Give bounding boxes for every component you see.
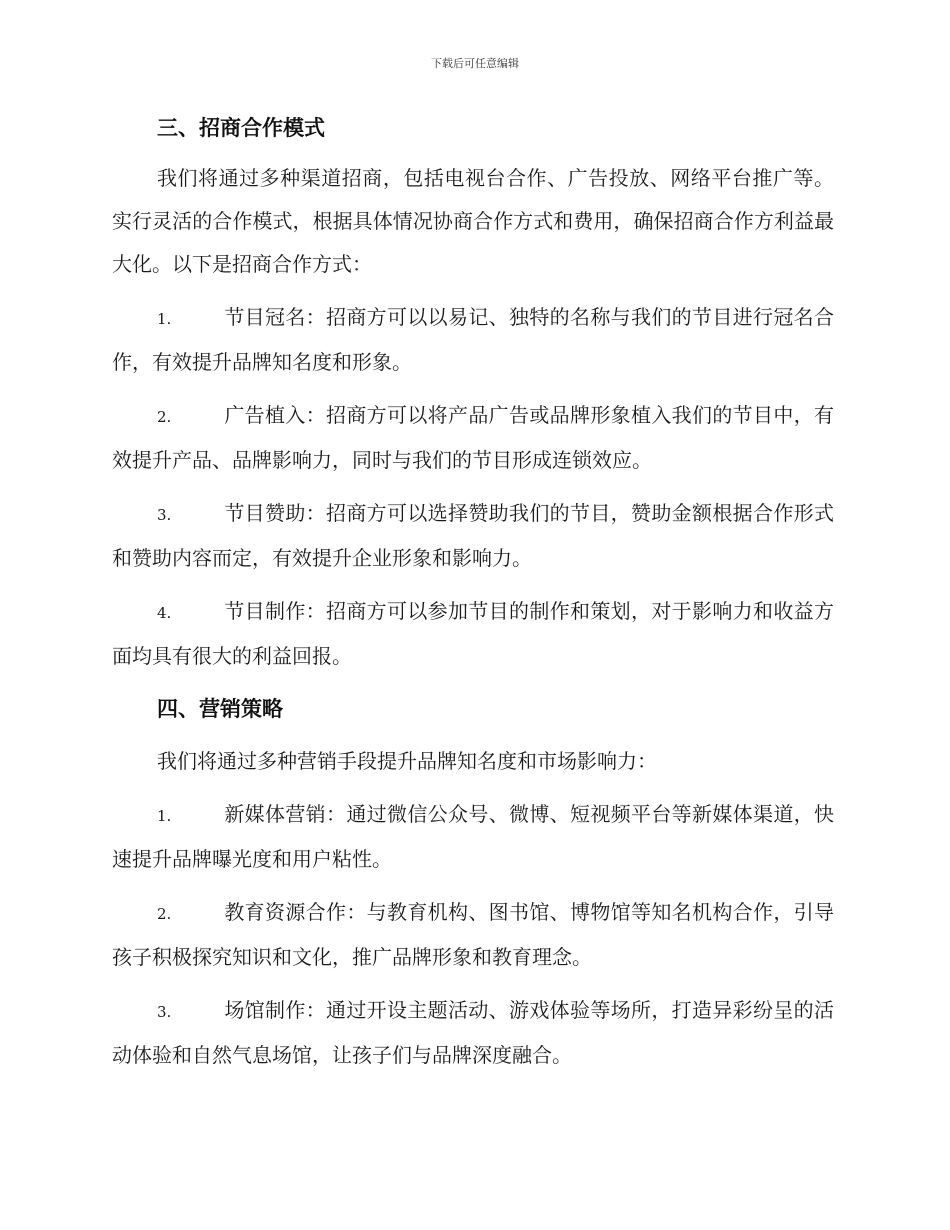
list-item-text: 节目赞助：招商方可以选择赞助我们的节目，赞助金额根据合作形式和赞助内容而定，有效提升企业形象和影响力。	[112, 501, 834, 570]
list-item-text: 节目制作：招商方可以参加节目的制作和策划，对于影响力和收益方面均具有很大的利益回报。	[112, 599, 834, 668]
list-item-number: 3.	[157, 1003, 172, 1021]
section-intro-paragraph: 我们将通过多种营销手段提升品牌知名度和市场影响力：	[157, 749, 657, 773]
list-item-text: 广告植入：招商方可以将产品广告或品牌形象植入我们的节目中，有效提升产品、品牌影响力，同时与我们的节目形成连锁效应。	[112, 403, 834, 472]
list-item	[112, 296, 834, 384]
section-title-marketing-strategy: 四、营销策略	[157, 696, 283, 721]
list-item	[112, 492, 834, 580]
section-intro-paragraph: 我们将通过多种渠道招商，包括电视台合作、广告投放、网络平台推广等。实行灵活的合作模式，根据具体情况协商合作方式和费用，确保招商合作方利益最大化。以下是招商合作方式：	[112, 166, 834, 276]
list-item	[112, 590, 834, 678]
list-item	[112, 394, 834, 482]
header-note: 下载后可任意编辑	[431, 57, 519, 70]
list-item-number: 1.	[157, 310, 172, 328]
list-item-number: 1.	[157, 807, 172, 825]
list-item	[112, 793, 834, 881]
document-body	[112, 108, 834, 1077]
list-item-number: 3.	[157, 506, 172, 524]
list-item-text: 教育资源合作：与教育机构、图书馆、博物馆等知名机构合作，引导孩子积极探究知识和文化，推广品牌形象和教育理念。	[112, 900, 834, 969]
list-item-number: 4.	[157, 604, 172, 622]
list-item-text: 新媒体营销：通过微信公众号、微博、短视频平台等新媒体渠道，快速提升品牌曝光度和用户粘性。	[112, 802, 834, 871]
list-item	[112, 989, 834, 1077]
list-item-number: 2.	[157, 408, 172, 426]
list-item-text: 节目冠名：招商方可以以易记、独特的名称与我们的节目进行冠名合作，有效提升品牌知名度和形象。	[112, 305, 834, 374]
list-item	[112, 891, 834, 979]
section-title-cooperation-modes: 三、招商合作模式	[157, 115, 325, 140]
list-item-text: 场馆制作：通过开设主题活动、游戏体验等场所，打造异彩纷呈的活动体验和自然气息场馆，让孩子们与品牌深度融合。	[112, 998, 834, 1067]
list-item-number: 2.	[157, 905, 172, 923]
